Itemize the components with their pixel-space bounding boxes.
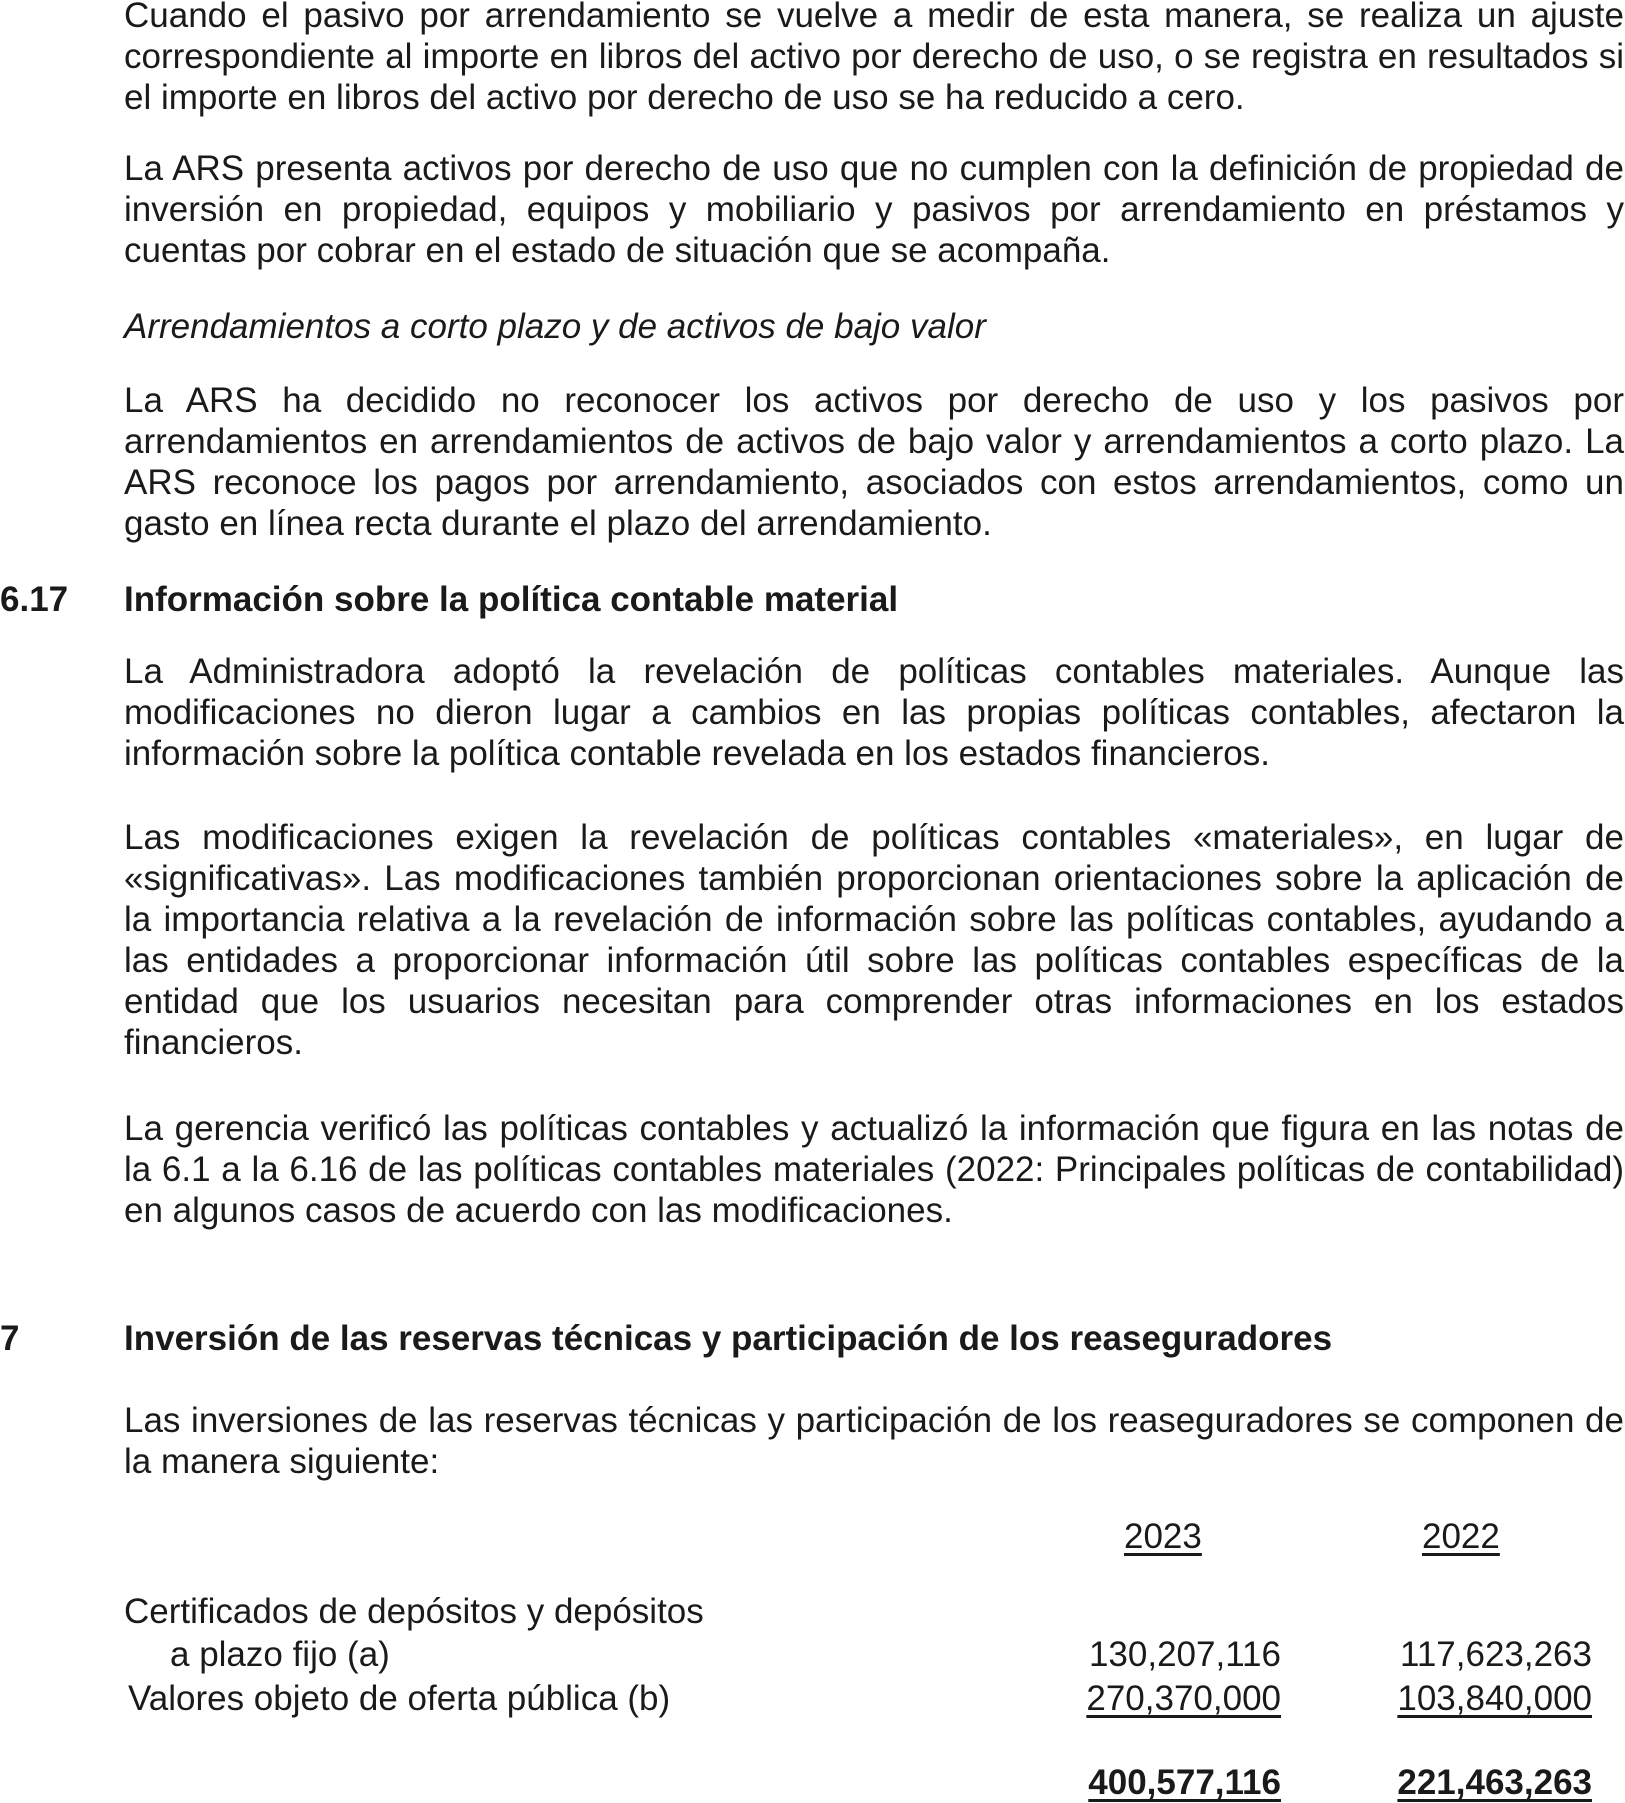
row-label-certificates: Certificados de depósitos y depósitos: [124, 1592, 704, 1631]
row-value-certificates-2023: 130,207,116: [1088, 1635, 1281, 1674]
paragraph-lease-remeasurement: Cuando el pasivo por arrendamiento se vuelve a medir de esta manera, se realiza un ajuste correspondiente al importe en libros del activo por derecho de uso, o se registra en resultados si el importe en libros del activo por derecho de uso se ha reducido a cero.: [124, 0, 1624, 117]
section-title-6-17: Información sobre la política contable material: [124, 580, 899, 619]
paragraph-investments-intro: Las inversiones de las reservas técnicas y participación de los reaseguradores se componen de la manera siguiente:: [124, 1401, 1624, 1481]
section-number-7: 7: [0, 1319, 20, 1358]
column-header-2023: 2023: [1124, 1517, 1202, 1556]
subheading-short-term-leases: Arrendamientos a corto plazo y de activos de bajo valor: [124, 307, 986, 346]
paragraph-short-term-leases: La ARS ha decidido no reconocer los activos por derecho de uso y los pasivos por arrendamientos en arrendamientos de activos de bajo valor y arrendamientos a corto plazo. La ARS reconoce los pagos por arrendamiento, asociados con estos arrendamientos, como un gasto en línea recta durante el plazo del arrendamiento.: [124, 381, 1624, 543]
row-value-public-securities-2022: 103,840,000: [1397, 1679, 1592, 1718]
total-2022: 221,463,263: [1397, 1763, 1592, 1802]
section-title-7: Inversión de las reservas técnicas y participación de los reaseguradores: [124, 1319, 1333, 1358]
paragraph-right-of-use-presentation: La ARS presenta activos por derecho de uso que no cumplen con la definición de propiedad de inversión en propiedad, equipos y mobiliario y pasivos por arrendamiento en préstamos y cuentas por cobrar en el estado de situación que se acompaña.: [124, 149, 1624, 270]
total-2023: 400,577,116: [1088, 1763, 1281, 1802]
row-label-certificates-cont: a plazo fijo (a): [170, 1635, 390, 1674]
row-value-certificates-2022: 117,623,263: [1399, 1635, 1592, 1674]
section-number-6-17: 6.17: [0, 580, 69, 619]
paragraph-material-policy-adoption: La Administradora adoptó la revelación de políticas contables materiales. Aunque las modificaciones no dieron lugar a cambios en las propias políticas contables, afectaron la información sobre la política contable revelada en los estados financieros.: [124, 652, 1624, 773]
paragraph-material-policy-amendments: Las modificaciones exigen la revelación de políticas contables «materiales», en lugar de «significativas». Las modificaciones también proporcionan orientaciones sobre la aplicación de la importancia relativa a la revelación de información sobre las políticas contables, ayudando a las entidades a proporcionar información útil sobre las políticas contables específicas de la entidad que los usuarios necesitan para comprender otras informaciones en los estados financieros.: [124, 818, 1624, 1062]
row-value-public-securities-2023: 270,370,000: [1086, 1679, 1281, 1718]
row-label-public-securities: Valores objeto de oferta pública (b): [128, 1679, 671, 1718]
paragraph-policy-review: La gerencia verificó las políticas contables y actualizó la información que figura en las notas de la 6.1 a la 6.16 de las políticas contables materiales (2022: Principales políticas de contabilidad) en algunos casos de acuerdo con las modificaciones.: [124, 1109, 1624, 1230]
column-header-2022: 2022: [1422, 1517, 1500, 1556]
